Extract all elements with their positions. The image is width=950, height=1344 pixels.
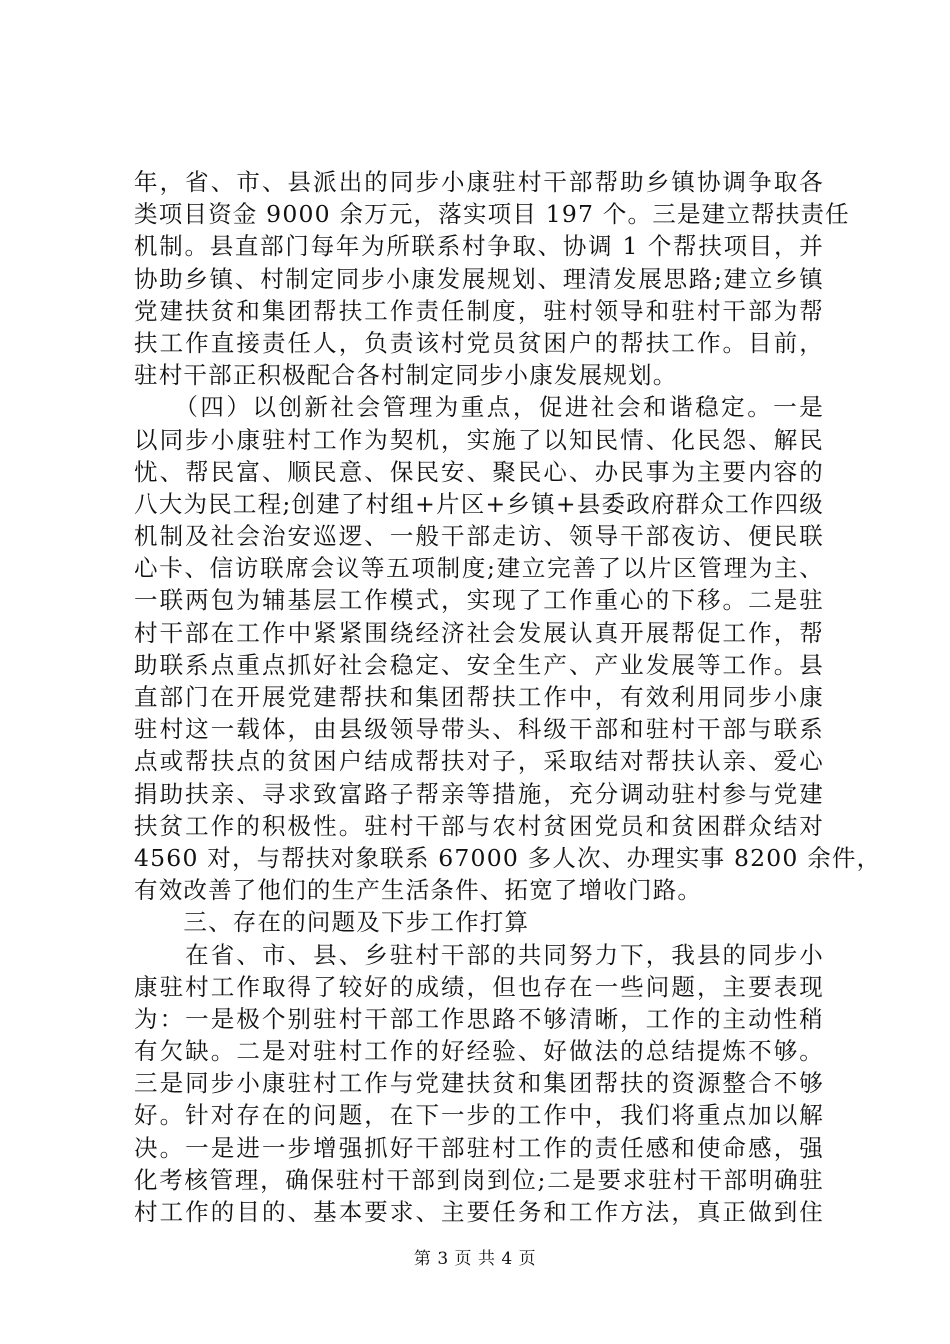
text-line: 忧、帮民富、顺民意、保民安、聚民心、办民事为主要内容的: [134, 457, 824, 486]
text-line: 决。一是进一步增强抓好干部驻村工作的责任感和使命感，强: [134, 1133, 824, 1162]
text-line: 化考核管理，确保驻村干部到岗到位;二是要求驻村干部明确驻: [134, 1165, 824, 1194]
text-line: （四）以创新社会管理为重点，促进社会和谐稳定。一是: [134, 393, 824, 422]
text-line: 党建扶贫和集团帮扶工作责任制度，驻村领导和驻村干部为帮: [134, 296, 824, 325]
text-line: 为：一是极个别驻村干部工作思路不够清晰，工作的主动性稍: [134, 1004, 824, 1033]
text-line: 三是同步小康驻村工作与党建扶贫和集团帮扶的资源整合不够: [134, 1069, 824, 1098]
text-line: 以同步小康驻村工作为契机，实施了以知民情、化民怨、解民: [134, 425, 824, 454]
text-line: 驻村这一载体，由县级领导带头、科级干部和驻村干部与联系: [134, 715, 824, 744]
text-line: 好。针对存在的问题，在下一步的工作中，我们将重点加以解: [134, 1101, 824, 1130]
text-line: 心卡、信访联席会议等五项制度;建立完善了以片区管理为主、: [134, 554, 824, 583]
text-line: 扶工作直接责任人，负责该村党员贫困户的帮扶工作。目前，: [134, 328, 824, 357]
text-line: 康驻村工作取得了较好的成绩，但也存在一些问题，主要表现: [134, 972, 824, 1001]
text-line: 机制及社会治安巡逻、一般干部走访、领导干部夜访、便民联: [134, 522, 824, 551]
text-line: 扶贫工作的积极性。驻村干部与农村贫困党员和贫困群众结对: [134, 811, 824, 840]
text-line: 类项目资金 9000 余万元，落实项目 197 个。三是建立帮扶责任: [134, 200, 850, 229]
text-line: 协助乡镇、村制定同步小康发展规划、理清发展思路;建立乡镇: [134, 264, 824, 293]
text-line: 村干部在工作中紧紧围绕经济社会发展认真开展帮促工作，帮: [134, 618, 824, 647]
text-line: 有效改善了他们的生产生活条件、拓宽了增收门路。: [134, 876, 703, 905]
text-line: 机制。县直部门每年为所联系村争取、协调 1 个帮扶项目，并: [134, 232, 824, 261]
text-line: 三、存在的问题及下步工作打算: [134, 908, 530, 937]
text-line: 捐助扶亲、寻求致富路子帮亲等措施，充分调动驻村参与党建: [134, 779, 824, 808]
text-line: 八大为民工程;创建了村组+片区+乡镇+县委政府群众工作四级: [134, 489, 824, 518]
body-text: [134, 166, 882, 1228]
text-line: 有欠缺。二是对驻村工作的好经验、好做法的总结提炼不够。: [134, 1037, 824, 1066]
text-line: 助联系点重点抓好社会稳定、安全生产、产业发展等工作。县: [134, 650, 824, 679]
text-line: 在省、市、县、乡驻村干部的共同努力下，我县的同步小: [134, 940, 824, 969]
text-line: 驻村干部正积极配合各村制定同步小康发展规划。: [134, 361, 678, 390]
page-footer: 第 3 页 共 4 页: [413, 1249, 537, 1269]
text-line: 点或帮扶点的贫困户结成帮扶对子，采取结对帮扶认亲、爱心: [134, 747, 824, 776]
text-line: 村工作的目的、基本要求、主要任务和工作方法，真正做到住: [134, 1198, 824, 1226]
text-line: 直部门在开展党建帮扶和集团帮扶工作中，有效利用同步小康: [134, 683, 824, 711]
text-line: 一联两包为辅基层工作模式，实现了工作重心的下移。二是驻: [134, 586, 824, 615]
text-line: 4560 对，与帮扶对象联系 67000 多人次、办理实事 8200 余件，: [134, 843, 882, 872]
text-line: 年，省、市、县派出的同步小康驻村干部帮助乡镇协调争取各: [134, 168, 824, 196]
